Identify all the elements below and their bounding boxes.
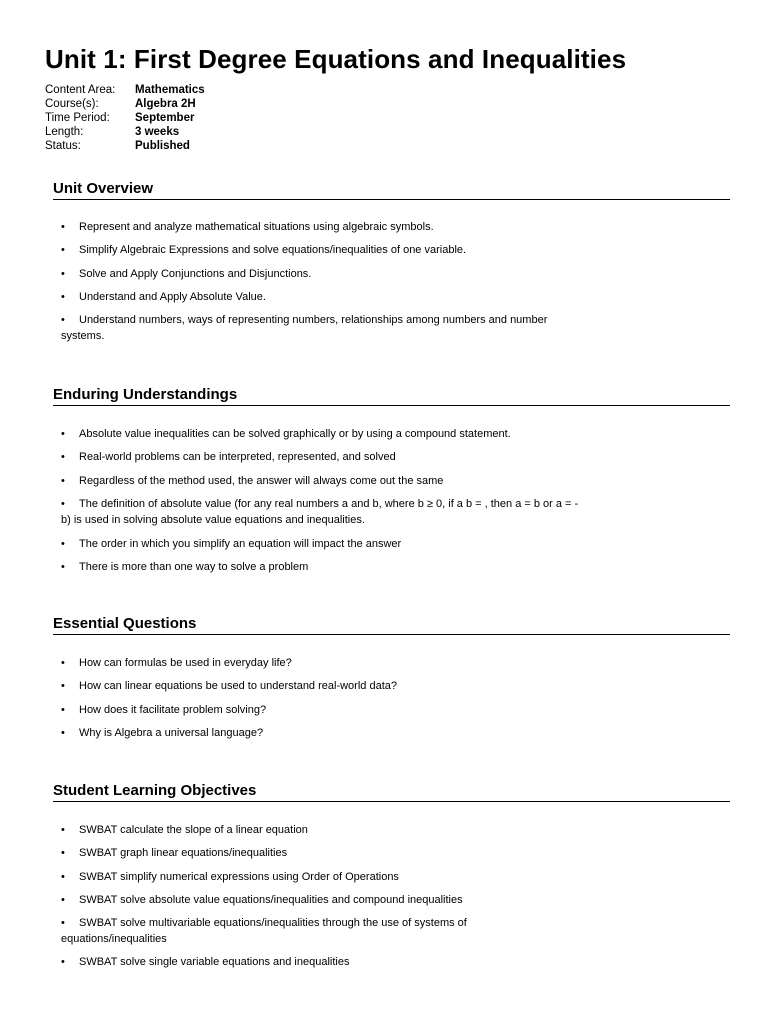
meta-value: Published <box>135 140 190 152</box>
section-title: Unit Overview <box>53 180 154 197</box>
bullet-icon: • <box>61 917 65 930</box>
list-item-text: How can formulas be used in everyday life? <box>79 657 292 669</box>
bullet-icon: • <box>61 221 65 233</box>
list-item <box>61 426 621 442</box>
list-item-text: Absolute value inequalities can be solved graphically or by using a compound statement. <box>79 428 511 440</box>
bullet-icon: • <box>61 474 65 487</box>
bullet-icon: • <box>61 824 65 836</box>
meta-value: 3 weeks <box>135 126 180 138</box>
bullet-icon: • <box>61 847 65 860</box>
bullet-icon: • <box>61 290 65 303</box>
list-item <box>61 312 621 344</box>
list-item <box>61 655 621 671</box>
bullet-icon: • <box>61 680 65 693</box>
enduring-understandings-list <box>61 426 621 582</box>
list-item-text: b) is used in solving absolute value equations and inequalities. <box>61 514 365 527</box>
list-item-text: SWBAT solve absolute value equations/inequalities and compound inequalities <box>79 893 463 906</box>
meta-key: Length: <box>45 126 84 138</box>
meta-value: Mathematics <box>135 84 205 96</box>
list-item <box>61 496 621 528</box>
bullet-icon: • <box>61 893 65 906</box>
list-item-text: How does it facilitate problem solving? <box>79 703 267 716</box>
list-item-text: SWBAT calculate the slope of a linear equation <box>79 824 308 836</box>
list-item <box>61 725 621 741</box>
list-item-text: SWBAT simplify numerical expressions using Order of Operations <box>79 870 399 883</box>
list-item <box>61 473 621 489</box>
meta-row-courses <box>45 97 205 111</box>
bullet-icon: • <box>61 870 65 883</box>
bullet-icon: • <box>61 451 65 464</box>
meta-row-content-area <box>45 83 205 97</box>
list-item-text: There is more than one way to solve a problem <box>79 560 309 573</box>
list-item-text: Understand numbers, ways of representing numbers, relationships among numbers and number <box>79 314 548 327</box>
meta-key: Status: <box>45 140 81 152</box>
list-item <box>61 954 621 970</box>
list-item <box>61 678 621 694</box>
list-item <box>61 869 621 885</box>
section-header-essential-questions <box>53 615 730 635</box>
meta-value: September <box>135 112 195 124</box>
list-item <box>61 822 621 838</box>
list-item-text: systems. <box>61 330 105 343</box>
meta-key: Content Area: <box>45 84 116 96</box>
student-learning-objectives-list <box>61 822 621 978</box>
list-item-text: Why is Algebra a universal language? <box>79 726 264 739</box>
bullet-icon: • <box>61 726 65 739</box>
meta-value: Algebra 2H <box>135 98 196 110</box>
bullet-icon: • <box>61 956 65 969</box>
bullet-icon: • <box>61 314 65 327</box>
meta-row-time-period <box>45 111 205 125</box>
bullet-icon: • <box>61 267 65 280</box>
list-item <box>61 242 621 258</box>
list-item <box>61 702 621 718</box>
list-item-text: SWBAT graph linear equations/inequalities <box>79 847 288 860</box>
meta-key: Course(s): <box>45 98 99 110</box>
list-item <box>61 892 621 908</box>
meta-key: Time Period: <box>45 112 110 124</box>
list-item-text: The order in which you simplify an equation will impact the answer <box>79 537 402 550</box>
list-item-text: SWBAT solve single variable equations and inequalities <box>79 956 350 969</box>
list-item <box>61 266 621 282</box>
list-item <box>61 915 621 947</box>
meta-row-status <box>45 139 205 153</box>
unit-overview-list <box>61 219 621 351</box>
bullet-icon: • <box>61 560 65 573</box>
list-item-text: Understand and Apply Absolute Value. <box>79 290 266 303</box>
list-item <box>61 289 621 305</box>
essential-questions-list <box>61 655 621 748</box>
section-header-unit-overview <box>53 180 730 200</box>
section-header-student-learning-objectives <box>53 782 730 802</box>
bullet-icon: • <box>61 244 65 257</box>
list-item-text: Represent and analyze mathematical situations using algebraic symbols. <box>79 221 434 233</box>
bullet-icon: • <box>61 537 65 550</box>
list-item-text: How can linear equations be used to understand real-world data? <box>79 680 397 693</box>
list-item <box>61 219 621 235</box>
bullet-icon: • <box>61 703 65 716</box>
list-item <box>61 536 621 552</box>
list-item <box>61 449 621 465</box>
list-item-text: Simplify Algebraic Expressions and solve equations/inequalities of one variable. <box>79 244 467 257</box>
metadata-table <box>45 83 205 153</box>
section-title: Enduring Understandings <box>53 386 238 403</box>
bullet-icon: • <box>61 657 65 669</box>
list-item-text: The definition of absolute value (for any real numbers a and b, where b ≥ 0, if a b = , then a = b or a = - <box>79 498 579 511</box>
page-title: Unit 1: First Degree Equations and Inequalities <box>45 44 627 74</box>
section-title: Essential Questions <box>53 615 197 632</box>
bullet-icon: • <box>61 428 65 440</box>
list-item <box>61 845 621 861</box>
list-item <box>61 559 621 575</box>
meta-row-length <box>45 125 205 139</box>
list-item-text: Real-world problems can be interpreted, represented, and solved <box>79 451 396 464</box>
list-item-text: SWBAT solve multivariable equations/inequalities through the use of systems of <box>79 917 467 930</box>
bullet-icon: • <box>61 498 65 511</box>
section-header-enduring-understandings <box>53 386 730 406</box>
list-item-text: equations/inequalities <box>61 933 167 946</box>
section-title: Student Learning Objectives <box>53 782 257 799</box>
list-item-text: Regardless of the method used, the answer will always come out the same <box>79 474 444 487</box>
list-item-text: Solve and Apply Conjunctions and Disjunctions. <box>79 267 312 280</box>
